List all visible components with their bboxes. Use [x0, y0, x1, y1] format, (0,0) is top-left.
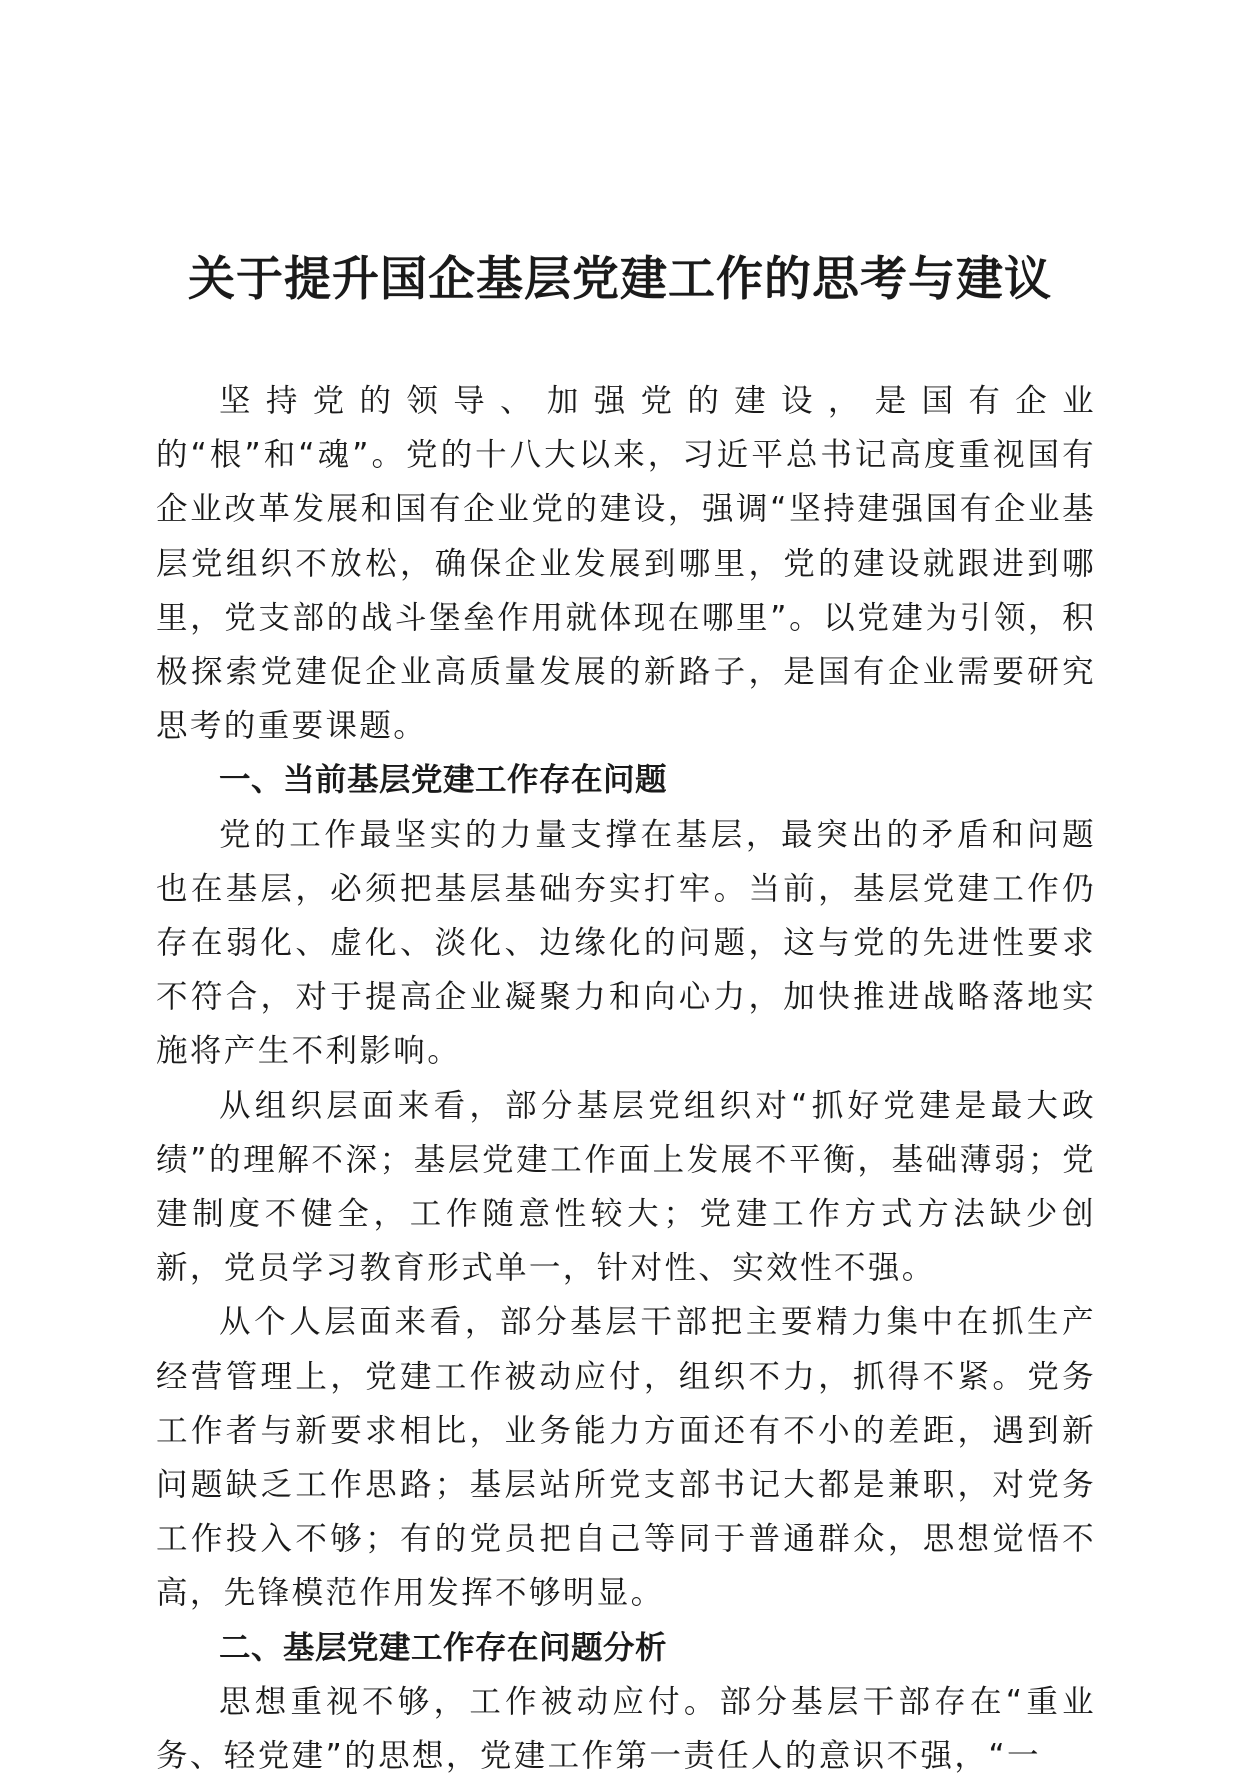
body-paragraph: 党的工作最坚实的力量支撑在基层，最突出的矛盾和问题也在基层，必须把基层基础夯实打牢。当前，基层党建工作仍存在弱化、虚化、淡化、边缘化的问题，这与党的先进性要求不符合，对于提高企业凝聚力和向心力，加快推进战略落地实施将产生不利影响。 [156, 816, 1096, 1070]
section-heading-1: 一、当前基层党建工作存在问题 [219, 762, 668, 799]
body-paragraph: 思想重视不够，工作被动应付。部分基层干部存在“重业务、轻党建”的思想，党建工作第一责任人的意识不强，“一 [156, 1683, 1096, 1775]
intro-paragraph: 坚持党的领导、加强党的建设，是国有企业的“根”和“魂”。党的十八大以来，习近平总书记高度重视国有企业改革发展和国有企业党的建设，强调“坚持建强国有企业基层党组织不放松，确保企业发展到哪里，党的建设就跟进到哪里，党支部的战斗堡垒作用就体现在哪里”。以党建为引领，积极探索党建促企业高质量发展的新路子，是国有企业需要研究思考的重要课题。 [156, 383, 1096, 745]
body-paragraph: 从个人层面来看，部分基层干部把主要精力集中在抓生产经营管理上，党建工作被动应付，组织不力，抓得不紧。党务工作者与新要求相比，业务能力方面还有不小的差距，遇到新问题缺乏工作思路；基层站所党支部书记大都是兼职，对党务工作投入不够；有的党员把自己等同于普通群众，思想觉悟不高，先锋模范作用发挥不够明显。 [156, 1304, 1096, 1612]
document-body [156, 374, 1096, 1783]
body-paragraph: 从组织层面来看，部分基层党组织对“抓好党建是最大政绩”的理解不深；基层党建工作面上发展不平衡，基础薄弱；党建制度不健全，工作随意性较大；党建工作方式方法缺少创新，党员学习教育形式单一，针对性、实效性不强。 [156, 1087, 1096, 1287]
section-heading-2: 二、基层党建工作存在问题分析 [219, 1629, 668, 1666]
document-title: 关于提升国企基层党建工作的思考与建议 [188, 252, 1052, 307]
